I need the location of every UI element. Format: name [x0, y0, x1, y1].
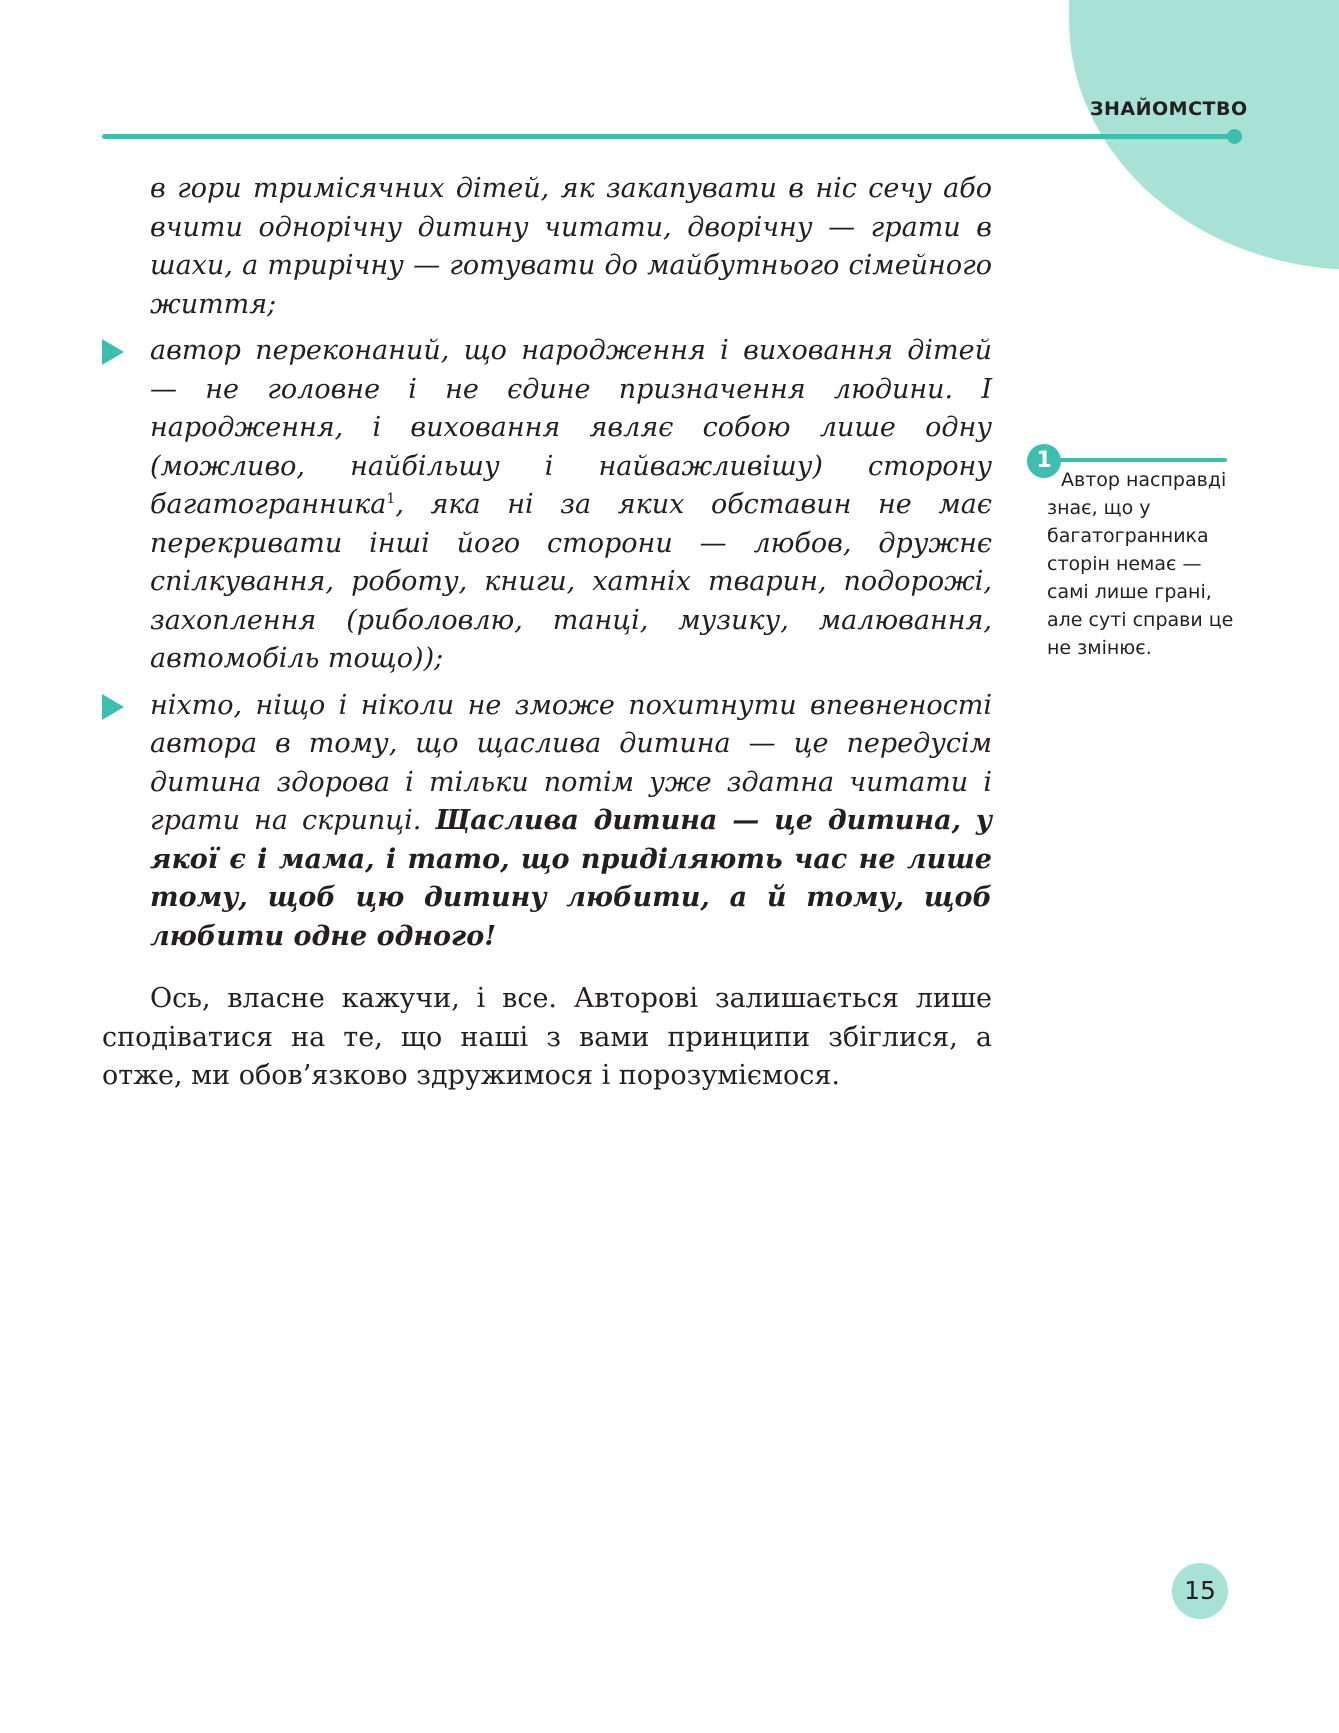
sidenote-text: Автор насправді знає, що у багатогранника сторін немає — самі лише грані, але суті справи це не змінює. — [1047, 469, 1234, 659]
list-item-2 — [102, 332, 992, 679]
list-item-continuation — [102, 170, 992, 324]
list-item-3-text — [150, 687, 992, 957]
triangle-bullet-icon — [102, 694, 124, 720]
section-label: ЗНАЙОМСТВО — [1090, 98, 1248, 120]
list-item-3-text-bold: Щаслива дитина — це дитина, у якої є і мама, і тато, що приділяють час не лише тому, щоб цю дитину любити, а й тому, щоб любити одне одного! — [150, 805, 992, 952]
header-rule — [102, 134, 1233, 139]
list-item-3-text-regular: ніхто, ніщо і ніколи не зможе похитнути впевненості автора в тому, що щаслива дитина — це передусім дитина здорова і тільки потім уже здатна читати і грати на скрипці. — [150, 689, 992, 836]
list-item-3 — [102, 687, 992, 957]
list-item-2-text-b: , яка ні за яких обставин не має перекривати інші його сторони — любов, дружнє спілкування, роботу, книги, хатніх тварин, подорожі, захоплення (риболовлю, танці, музику, малювання, автомобіль тощо)); — [150, 489, 992, 674]
main-text — [102, 170, 992, 1123]
sidenote-rule — [1042, 458, 1227, 462]
footnote-ref: 1 — [386, 491, 396, 507]
list-item-2-text-a: автор переконаний, що народження і виховання дітей — не головне і не єдине призначення людини. І народження, і виховання являє собою лише одну (можливо, найбільшу і найважливішу) сторону багатогранника — [150, 335, 992, 520]
closing-paragraph: Ось, власне кажучи, і все. Авторові залишається лише сподіватися на те, що наші з вами принципи збіглися, а отже, ми обов’язково здружимося і порозуміємося. — [102, 983, 992, 1091]
triangle-bullet-icon — [102, 339, 124, 365]
sidenote-number-badge: 1 — [1027, 444, 1061, 478]
header-rule-dot — [1227, 129, 1242, 144]
page-number: 15 — [1184, 1576, 1216, 1605]
list-item-2-text — [150, 332, 992, 679]
continuation-text: в гори тримісячних дітей, як закапувати в ніс сечу або вчити однорічну дитину читати, дворічну — грати в шахи, а трирічну — готувати до майбутнього сімейного життя; — [150, 173, 992, 320]
